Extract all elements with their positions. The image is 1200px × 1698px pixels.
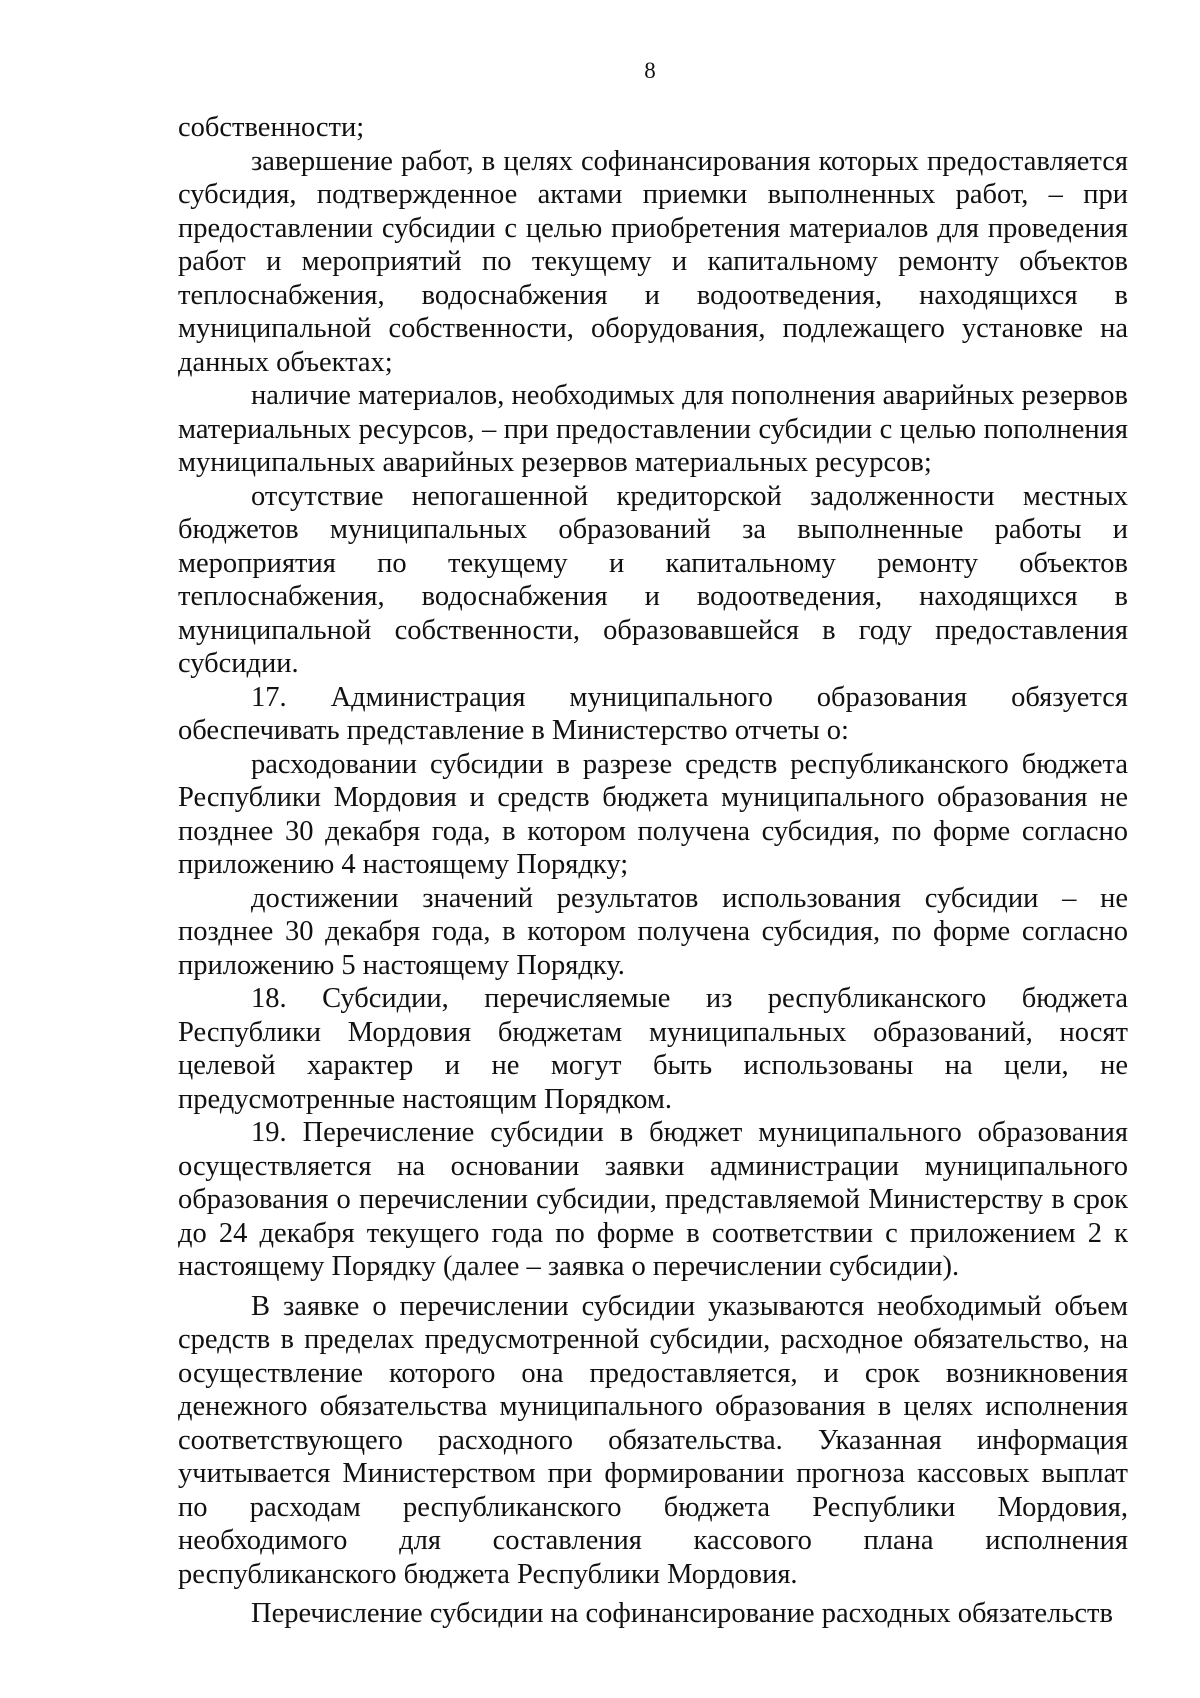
paragraph-10: В заявке о перечислении субсидии указываются необходимый объем средств в пределах предусмотренной субсидии, расходное обязательство, на осуществление которого она предоставляется, и срок возникновения денежного обязательства муниципального образования в целях исполнения соответствующего расходного обязательства. Указанная информация учитывается Министерством при формировании прогноза кассовых выплат по расходам республиканского бюджета Республики Мордовия, необходимого для составления кассового плана исполнения республиканского бюджета Республики Мордовия. xyxy=(178,1290,1128,1590)
paragraph-9: 19. Перечисление субсидии в бюджет муниципального образования осуществляется на основании заявки администрации муниципального образования о перечислении субсидии, представляемой Министерству в срок до 24 декабря текущего года по форме в соответствии с приложением 2 к настоящему Порядку (далее – заявка о перечислении субсидии). xyxy=(178,1117,1128,1282)
paragraph-3: наличие материалов, необходимых для пополнения аварийных резервов материальных ресурсов, – при предоставлении субсидии с целью пополнения муниципальных аварийных резервов материальных ресурсов; xyxy=(178,380,1128,478)
paragraph-11: Перечисление субсидии на софинансирование расходных обязательств xyxy=(251,1598,1113,1629)
paragraph-5: 17. Администрация муниципального образования обязуется обеспечивать представление в Министерство отчеты о: xyxy=(178,681,1128,746)
paragraph-2: завершение работ, в целях софинансирования которых предоставляется субсидия, подтвержденное актами приемки выполненных работ, – при предоставлении субсидии с целью приобретения материалов для проведения работ и мероприятий по текущему и капитальному ремонту объектов теплоснабжения, водоснабжения и водоотведения, находящихся в муниципальной собственности, оборудования, подлежащего установке на данных объектах; xyxy=(178,145,1128,378)
paragraph-7: достижении значений результатов использования субсидии – не позднее 30 декабря года, в котором получена субсидия, по форме согласно приложению 5 настоящему Порядку. xyxy=(178,882,1128,981)
paragraph-1: собственности; xyxy=(178,112,365,143)
paragraph-4: отсутствие непогашенной кредиторской задолженности местных бюджетов муниципальных образований за выполненные работы и мероприятия по текущему и капитальному ремонту объектов теплоснабжения, водоснабжения и водоотведения, находящихся в муниципальной собственности, образовавшейся в году предоставления субсидии. xyxy=(178,480,1128,679)
paragraph-8: 18. Субсидии, перечисляемые из республиканского бюджета Республики Мордовия бюджетам муниципальных образований, носят целевой характер и не могут быть использованы на цели, не предусмотренные настоящим Порядком. xyxy=(178,983,1128,1115)
page-number: 8 xyxy=(644,58,656,83)
paragraph-6: расходовании субсидии в разрезе средств республиканского бюджета Республики Мордовия и средств бюджета муниципального образования не позднее 30 декабря года, в котором получена субсидия, по форме согласно приложению 4 настоящему Порядку; xyxy=(178,748,1128,880)
document-body xyxy=(178,111,1128,1631)
